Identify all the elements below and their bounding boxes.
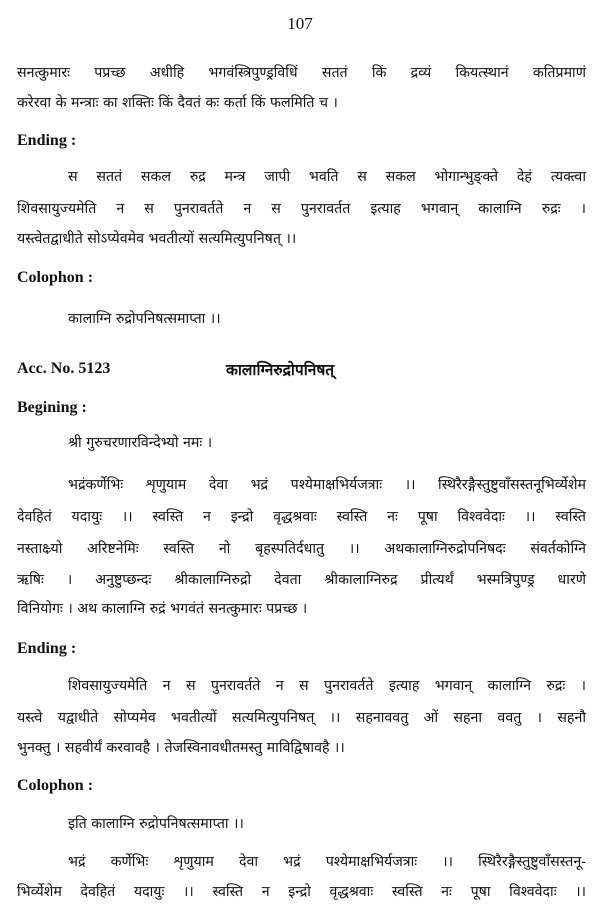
text-line: शिवसायुज्यमेति न स पुनरावर्तते न स पुनरावर्तत इत्याह भगवान् कालाग्नि रुद्रः । (17, 201, 586, 217)
text-line: शिवसायुज्यमेति न स पुनरावर्तते न स पुनरावर्तते इत्याह भगवान् कालाग्नि रुद्रः । (68, 678, 586, 694)
text-line: यस्त्वेतद्वाधीते सोऽप्येवमेव भवतीत्यों सत्यमित्युपनिषत् ।। (17, 231, 297, 247)
text-line: भद्रं कर्णेभिः शृणुयाम देवा भद्रं पश्येमाक्षभिर्यजत्राः ।। स्थिरैरङ्गैस्तुष्टुवाँसस्तनू- (68, 854, 586, 870)
section-heading-ending: Ending : (17, 640, 77, 657)
text-line: देवहितं यदायुः ।। स्वस्ति न इन्द्रो वृद्धश्रवाः स्वस्ति नः पूषा विश्ववेदाः ।। स्वस्ति (17, 509, 586, 525)
text-line: सनत्कुमारः पप्रच्छ अधीहि भगवंस्त्रिपुण्ड्रविधिं सततं किं द्रव्यं कियत्स्थानं कतिप्रमाणं (17, 65, 586, 81)
section-heading-colophon: Colophon : (17, 269, 94, 286)
manuscript-title: कालाग्निरुद्रोपनिषत् (226, 360, 335, 379)
text-line: कालाग्नि रुद्रोपनिषत्समाप्ता ।। (68, 311, 221, 327)
section-heading-beginning: Begining : (17, 399, 87, 416)
text-line: भद्रंकर्णेभिः शृणुयाम देवा भद्रं पश्येमाक्षभिर्यजत्राः ।। स्थिरैरङ्गैस्तुष्टुवाँसस्तनूभिर्व्येशेम (68, 477, 586, 493)
text-line: ऋषिः । अनुष्टुप्छन्दः श्रीकालाग्निरुद्रो देवता श्रीकालाग्निरुद्र प्रीत्यर्थं भस्मत्रिपुण्ड्र धारणे (17, 572, 586, 588)
section-heading-colophon: Colophon : (17, 777, 94, 794)
text-line: विनियोगः । अथ कालाग्नि रुद्रं भगवंतं सनत्कुमारः पप्रच्छ । (17, 601, 308, 617)
text-line: करेरवा के मन्त्राः का शक्तिः किं दैवतं कः कर्ता किं फलमिति च । (17, 95, 338, 111)
text-line: नस्ताक्ष्र्यो अरिष्टनेमिः स्वस्ति नो बृहस्पतिर्दधातु ।। अथकालाग्निरुद्रोपनिषदः संवर्तकोग्नि (17, 541, 586, 557)
text-line: इति कालाग्नि रुद्रोपनिषत्समाप्ता ।। (68, 816, 244, 832)
text-line: स सततं सकल रुद्र मन्त्र जापी भवति स सकल भोगान्भुङ्क्ते देहं त्यक्त्वा (68, 169, 586, 185)
text-line: भुनक्तु । सहवीर्यं करवावहै । तेजस्विनावधीतमस्तु माविद्विषावहै ।। (17, 740, 345, 756)
section-heading-ending: Ending : (17, 132, 77, 149)
text-line: यस्त्वे यद्वाधीते सोप्यमेव भवतीत्यों सत्यमित्युपनिषत् ।। सहनाववतु ओं सहना ववतु । सहनौ (17, 710, 586, 726)
text-line: भिर्व्येशेम देवहितं यदायुः ।। स्वस्ति न इन्द्रो वृद्धश्रवाः स्वस्ति नः पूषा विश्ववेदाः ।। (17, 884, 586, 900)
text-line: श्री गुरुचरणारविन्देभ्यो नमः । (68, 435, 213, 451)
accession-number: Acc. No. 5123 (17, 360, 111, 377)
page-number: 107 (287, 14, 313, 33)
